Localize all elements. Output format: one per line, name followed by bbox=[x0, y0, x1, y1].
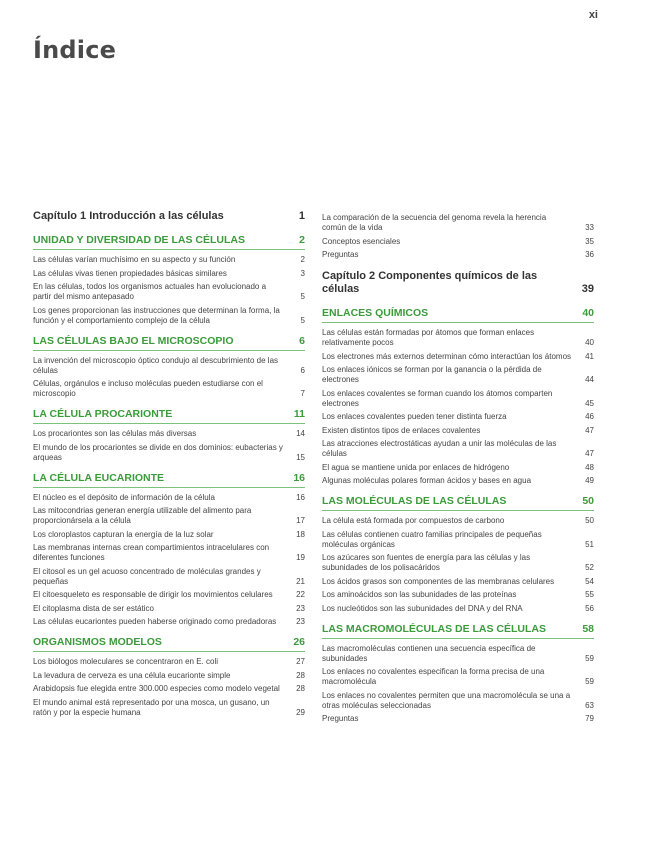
entry-title: En las células, todos los organismos actuales han evolucionado a partir del mismo antepasado bbox=[33, 282, 267, 301]
entry-title: Los electrones más externos determinan cómo interactúan los átomos bbox=[322, 351, 572, 361]
entry-title: Los enlaces iónicos se forman por la ganancia o la pérdida de electrones bbox=[322, 365, 542, 384]
toc-entry bbox=[322, 516, 594, 526]
toc-entry bbox=[33, 493, 305, 503]
entry-page: 40 bbox=[585, 338, 594, 347]
toc-entry bbox=[322, 714, 594, 724]
entry-page: 3 bbox=[300, 268, 305, 278]
entry-title: La célula está formada por compuestos de carbono bbox=[322, 516, 505, 525]
toc-entry bbox=[33, 282, 305, 302]
toc-entry bbox=[33, 443, 305, 463]
entry-page: 23 bbox=[296, 617, 305, 626]
entry-page: 28 bbox=[296, 684, 305, 693]
entry-title: Células, orgánulos e incluso moléculas pueden estudiarse con el microscopio bbox=[33, 379, 263, 398]
entry-title: La invención del microscopio óptico condujo al descubrimiento de las células bbox=[33, 355, 279, 375]
chapter-title: Capítulo 2 Componentes químicos de las células bbox=[322, 270, 538, 295]
toc-entry bbox=[33, 567, 305, 587]
entry-page: 22 bbox=[296, 590, 305, 599]
toc-entry bbox=[322, 250, 594, 260]
entry-page: 63 bbox=[585, 700, 594, 710]
entry-page: 55 bbox=[585, 590, 594, 599]
entry-page: 23 bbox=[296, 603, 305, 613]
toc-entry bbox=[322, 237, 594, 247]
entry-title: Los enlaces no covalentes permiten que una macromolécula se una a otras moléculas seleccionadas bbox=[322, 690, 571, 710]
entry-title: Las células varían muchísimo en su aspecto y su función bbox=[33, 255, 236, 264]
page-number: xi bbox=[588, 9, 598, 21]
entry-title: Los azúcares son fuentes de energía para las células y las subunidades de los polisacáridos bbox=[322, 553, 531, 572]
toc-entry bbox=[322, 365, 594, 385]
toc-entry bbox=[322, 476, 594, 486]
toc-entry bbox=[322, 463, 594, 473]
entry-title: Conceptos esenciales bbox=[322, 236, 401, 246]
entry-title: El citosol es un gel acuoso concentrado de moléculas grandes y pequeñas bbox=[33, 566, 261, 586]
toc-entry bbox=[322, 667, 594, 687]
entry-page: 59 bbox=[585, 677, 594, 686]
section-title: LAS MACROMOLÉCULAS DE LAS CÉLULAS bbox=[322, 622, 546, 635]
entry-title: Los nucleótidos son las subunidades del DNA y del RNA bbox=[322, 603, 523, 613]
entry-page: 5 bbox=[300, 315, 305, 325]
entry-page: 6 bbox=[300, 365, 305, 375]
entry-title: El núcleo es el depósito de información de la célula bbox=[33, 492, 215, 502]
entry-page: 19 bbox=[296, 553, 305, 562]
section-title: UNIDAD Y DIVERSIDAD DE LAS CÉLULAS bbox=[33, 234, 245, 246]
entry-title: Las atracciones electrostáticas ayudan a unir las moléculas de las células bbox=[322, 439, 557, 458]
entry-title: Las mitocondrias generan energía utilizable del alimento para proporcionársela a la célula bbox=[33, 506, 252, 525]
entry-page: 33 bbox=[585, 223, 594, 232]
chapter-title: Capítulo 1 Introducción a las células bbox=[33, 210, 224, 222]
entry-page: 16 bbox=[296, 492, 305, 502]
entry-page: 7 bbox=[300, 389, 305, 398]
toc-entry bbox=[33, 684, 305, 694]
toc-entry bbox=[322, 691, 594, 711]
entry-title: Los enlaces no covalentes especifican la forma precisa de una macromolécula bbox=[322, 667, 545, 686]
entry-page: 35 bbox=[585, 236, 594, 246]
toc-entry bbox=[33, 356, 305, 376]
entry-title: Las macromoléculas contienen una secuencia específica de subunidades bbox=[322, 643, 536, 663]
entry-page: 28 bbox=[296, 670, 305, 680]
section-page: 6 bbox=[299, 334, 305, 347]
entry-title: Las membranas internas crean compartimientos intracelulares con diferentes funciones bbox=[33, 543, 270, 562]
section-page: 11 bbox=[293, 408, 305, 420]
toc-entry bbox=[322, 352, 594, 362]
toc-entry bbox=[322, 389, 594, 409]
toc-entry bbox=[33, 604, 305, 614]
entry-title: El mundo animal está representado por una mosca, un gusano, un ratón y por la especie humana bbox=[33, 697, 270, 717]
entry-page: 5 bbox=[300, 292, 305, 301]
toc-entry bbox=[322, 644, 594, 664]
section-page: 2 bbox=[299, 234, 305, 246]
entry-title: Preguntas bbox=[322, 714, 359, 723]
toc-entry bbox=[322, 328, 594, 348]
toc-entry bbox=[322, 426, 594, 436]
toc-section-heading bbox=[33, 335, 305, 351]
entry-page: 17 bbox=[296, 516, 305, 525]
entry-page: 41 bbox=[585, 351, 594, 361]
toc-entry bbox=[33, 255, 305, 265]
toc-entry bbox=[33, 379, 305, 399]
entry-title: Los biólogos moleculares se concentraron en E. coli bbox=[33, 657, 218, 666]
entry-page: 48 bbox=[585, 462, 594, 472]
toc-entry bbox=[322, 530, 594, 550]
toc-right-column bbox=[322, 213, 594, 728]
toc-section-heading bbox=[33, 234, 305, 250]
toc-entry bbox=[33, 543, 305, 563]
entry-title: El citoplasma dista de ser estático bbox=[33, 603, 154, 613]
entry-page: 49 bbox=[585, 476, 594, 485]
entry-page: 18 bbox=[296, 529, 305, 539]
toc-entry bbox=[322, 439, 594, 459]
toc-entry bbox=[322, 213, 594, 233]
section-page: 16 bbox=[293, 471, 305, 484]
toc-entry bbox=[33, 429, 305, 439]
chapter-page: 39 bbox=[581, 283, 594, 295]
toc-section-heading bbox=[322, 623, 594, 639]
toc-chapter bbox=[33, 210, 305, 223]
toc-section-heading bbox=[322, 495, 594, 511]
entry-page: 44 bbox=[585, 375, 594, 384]
entry-page: 79 bbox=[585, 714, 594, 723]
entry-title: Los enlaces covalentes pueden tener distinta fuerza bbox=[322, 412, 507, 421]
page-title: Índice bbox=[33, 36, 117, 64]
entry-title: La comparación de la secuencia del genoma revela la herencia común de la vida bbox=[322, 213, 547, 232]
entry-title: Los genes proporcionan las instrucciones que determinan la forma, la función y el comportamiento complejo de la célula bbox=[33, 305, 280, 325]
toc-entry bbox=[322, 590, 594, 600]
section-title: LAS CÉLULAS BAJO EL MICROSCOPIO bbox=[33, 334, 234, 347]
entry-title: Las células vivas tienen propiedades básicas similares bbox=[33, 268, 227, 278]
entry-title: Los cloroplastos capturan la energía de la luz solar bbox=[33, 529, 214, 539]
toc-entry bbox=[322, 412, 594, 422]
entry-page: 59 bbox=[585, 653, 594, 663]
toc-entry bbox=[33, 306, 305, 326]
section-title: LAS MOLÉCULAS DE LAS CÉLULAS bbox=[322, 495, 507, 507]
entry-title: Las células eucariontes pueden haberse originado como predadoras bbox=[33, 617, 277, 626]
entry-title: Los enlaces covalentes se forman cuando los átomos comparten electrones bbox=[322, 388, 553, 408]
section-title: ENLACES QUÍMICOS bbox=[322, 307, 429, 319]
entry-page: 47 bbox=[585, 425, 594, 435]
entry-title: Las células están formadas por átomos que forman enlaces relativamente pocos bbox=[322, 328, 535, 347]
entry-page: 56 bbox=[585, 603, 594, 613]
entry-page: 27 bbox=[296, 657, 305, 666]
entry-page: 51 bbox=[585, 539, 594, 549]
section-page: 50 bbox=[582, 495, 594, 507]
entry-title: Preguntas bbox=[322, 250, 359, 259]
toc-entry bbox=[33, 698, 305, 718]
entry-page: 29 bbox=[296, 707, 305, 717]
toc-entry bbox=[322, 553, 594, 573]
toc-entry bbox=[33, 269, 305, 279]
entry-page: 54 bbox=[585, 576, 594, 586]
toc-entry bbox=[33, 671, 305, 681]
entry-page: 15 bbox=[296, 452, 305, 462]
entry-page: 47 bbox=[585, 449, 594, 458]
section-page: 26 bbox=[293, 636, 305, 648]
toc-section-heading bbox=[322, 307, 594, 323]
entry-title: La levadura de cerveza es una célula eucarionte simple bbox=[33, 670, 231, 680]
section-title: LA CÉLULA EUCARIONTE bbox=[33, 471, 165, 484]
toc-entry bbox=[33, 506, 305, 526]
toc-section-heading bbox=[33, 636, 305, 652]
entry-title: Algunas moléculas polares forman ácidos y bases en agua bbox=[322, 476, 532, 485]
entry-page: 21 bbox=[296, 576, 305, 586]
entry-page: 36 bbox=[585, 250, 594, 259]
entry-page: 2 bbox=[300, 255, 305, 264]
entry-title: El agua se mantiene unida por enlaces de hidrógeno bbox=[322, 462, 510, 472]
entry-title: Los ácidos grasos son componentes de las membranas celulares bbox=[322, 576, 555, 586]
toc-section-heading bbox=[33, 472, 305, 488]
entry-title: El citoesqueleto es responsable de dirigir los movimientos celulares bbox=[33, 590, 273, 599]
section-page: 40 bbox=[582, 307, 594, 319]
section-page: 58 bbox=[582, 622, 594, 635]
entry-page: 45 bbox=[585, 398, 594, 408]
section-title: LA CÉLULA PROCARIONTE bbox=[33, 408, 173, 420]
entry-title: El mundo de los procariontes se divide en dos dominios: eubacterias y arqueas bbox=[33, 442, 283, 462]
toc-left-column bbox=[33, 210, 305, 721]
toc-chapter bbox=[322, 270, 594, 296]
toc-entry bbox=[322, 577, 594, 587]
entry-page: 46 bbox=[585, 412, 594, 421]
entry-title: Las células contienen cuatro familias principales de pequeñas moléculas orgánicas bbox=[322, 529, 542, 549]
entry-title: Arabidopsis fue elegida entre 300.000 especies como modelo vegetal bbox=[33, 684, 280, 693]
entry-title: Los procariontes son las células más diversas bbox=[33, 429, 197, 438]
entry-title: Los aminoácidos son las subunidades de las proteínas bbox=[322, 590, 517, 599]
entry-page: 52 bbox=[585, 563, 594, 572]
toc-entry bbox=[33, 590, 305, 600]
chapter-page: 1 bbox=[298, 210, 305, 222]
toc-section-heading bbox=[33, 408, 305, 424]
toc-entry bbox=[33, 657, 305, 667]
entry-page: 14 bbox=[296, 429, 305, 438]
toc-entry bbox=[33, 530, 305, 540]
section-title: ORGANISMOS MODELOS bbox=[33, 636, 162, 648]
entry-page: 50 bbox=[585, 516, 594, 525]
toc-entry bbox=[33, 617, 305, 627]
toc-entry bbox=[322, 604, 594, 614]
entry-title: Existen distintos tipos de enlaces covalentes bbox=[322, 425, 481, 435]
